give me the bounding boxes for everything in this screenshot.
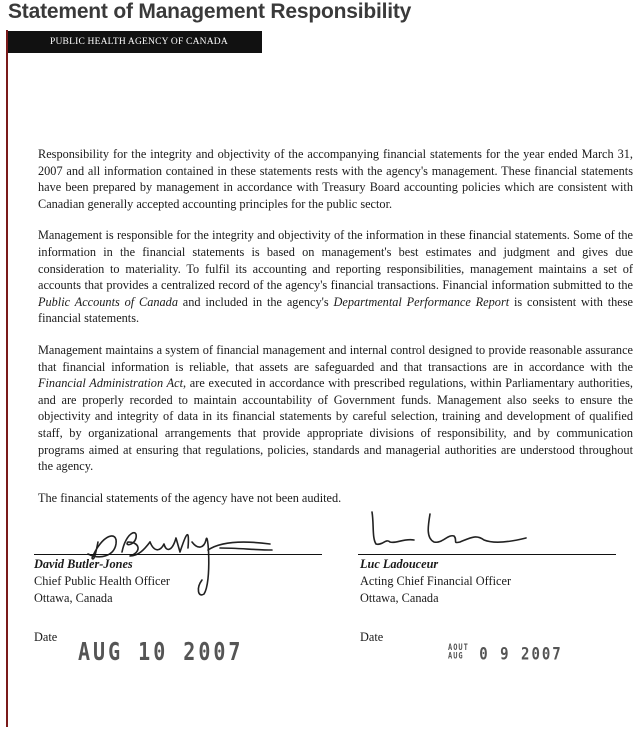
date-label-2: Date bbox=[360, 630, 384, 644]
paragraph-3 bbox=[38, 342, 633, 475]
date-stamp-2 bbox=[448, 644, 563, 664]
signatory-1-location: Ottawa, Canada bbox=[34, 591, 113, 605]
paragraph-1: Responsibility for the integrity and objectivity of the accompanying financial statements for the year ended March 31, 2007 and all information contained in these statements rests with the agency's management. These financial statements have been prepared by management in accordance with Treasury Board accounting policies which are consistent with Canadian generally accepted accounting principles for the public sector. bbox=[38, 147, 633, 211]
signatory-1-title: Chief Public Health Officer bbox=[34, 574, 171, 588]
date-stamp-1: AUG 10 2007 bbox=[78, 636, 244, 666]
signature-line-2 bbox=[358, 554, 616, 555]
signatory-2-name: Luc Ladouceur bbox=[360, 557, 439, 571]
signature-luc-ladouceur bbox=[364, 508, 534, 556]
paragraph-3-text-b: , are executed in accordance with prescribed regulations, within Parliamentary authorities, and are properly recorded to maintain accountability of Government funds. Management also seeks to ensure the objectivity and integrity of data in its financial statements by careful selection, training and development of qualified staff, by organizational arrangements that provide appropriate divisions of responsibility, and by communication programs aimed at ensuring that regulations, policies, standards and managerial authorities are understood throughout the agency. bbox=[38, 376, 633, 474]
paragraph-2-text-c: is consistent with these financial statements. bbox=[38, 294, 634, 326]
date-stamp-2-day-year: 0 9 2007 bbox=[479, 645, 563, 665]
date-stamp-2-month-fr: AOUT bbox=[448, 642, 469, 653]
agency-banner: PUBLIC HEALTH AGENCY OF CANADA bbox=[8, 31, 262, 53]
financial-administration-act-reference: Financial Administration Act bbox=[38, 376, 183, 391]
left-margin-rule bbox=[6, 30, 8, 727]
departmental-performance-report-reference: Departmental Performance Report bbox=[333, 294, 510, 309]
paragraph-4: The financial statements of the agency have not been audited. bbox=[38, 490, 342, 505]
signatory-2-title: Acting Chief Financial Officer bbox=[360, 574, 512, 588]
paragraph-2-text-a: Management is responsible for the integrity and objectivity of the information in these financial statements. Some of the information in the financial statements is based on management's best estimates and judgment and gives due consideration to materiality. To fulfil its accounting and reporting responsibilities, management maintains a set of accounts that provides a centralized record of the agency's financial transactions. Financial information submitted to the bbox=[38, 228, 633, 293]
signatory-2-block bbox=[360, 556, 511, 607]
date-stamp-2-month-en: AUG bbox=[448, 651, 464, 661]
date-stamp-2-months bbox=[448, 644, 469, 661]
paragraph-2 bbox=[38, 227, 633, 327]
signature-line-1 bbox=[34, 554, 322, 555]
statement-body bbox=[38, 146, 633, 506]
public-accounts-reference: Public Accounts of Canada bbox=[38, 294, 178, 309]
signatory-1-name: David Butler-Jones bbox=[34, 557, 133, 571]
date-label-1: Date bbox=[34, 630, 58, 644]
signatory-1-block bbox=[34, 556, 170, 607]
page-title: Statement of Management Responsibility bbox=[8, 0, 412, 23]
paragraph-2-text-b: and included in the agency's bbox=[177, 294, 334, 309]
signatory-2-location: Ottawa, Canada bbox=[360, 591, 439, 605]
paragraph-3-text-a: Management maintains a system of financial management and internal control designed to provide reasonable assurance that financial information is reliable, that assets are safeguarded and that transactions are in accordance with the bbox=[38, 342, 633, 374]
